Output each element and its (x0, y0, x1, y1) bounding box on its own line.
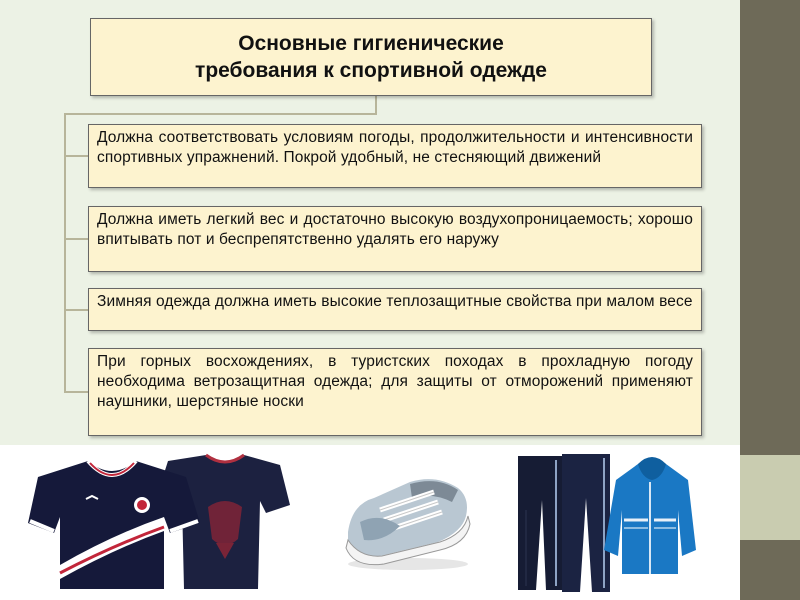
title-box (90, 18, 652, 96)
connector-horizontal-top (64, 113, 377, 115)
sports-tshirts-photo (28, 447, 290, 597)
sidebar-decoration-light (740, 455, 800, 540)
sports-sneaker-photo (340, 452, 475, 582)
requirement-box-4: При горных восхождениях, в туристских походах в прохладную погоду необходима ветрозащитная одежда; для защиты от отморожений применяют наушники, шерстяные носки (88, 348, 702, 436)
requirement-box-2: Должна иметь легкий вес и достаточно высокую воздухопроницаемость; хорошо впитывать пот и беспрепятственно удалять его наружу (88, 206, 702, 272)
connector-branch-3 (64, 309, 88, 311)
connector-branch-2 (64, 238, 88, 240)
requirement-box-3: Зимняя одежда должна иметь высокие теплозащитные свойства при малом весе (88, 288, 702, 331)
connector-branch-1 (64, 155, 88, 157)
slide-title: Основные гигиенические требования к спортивной одежде (195, 32, 547, 82)
tracksuit-photo (512, 450, 697, 598)
requirement-box-1: Должна соответствовать условиям погоды, продолжительности и интенсивности спортивных упражнений. Покрой удобный, не стесняющий движений (88, 124, 702, 188)
connector-branch-4 (64, 391, 88, 393)
connector-vertical-top (375, 94, 377, 114)
